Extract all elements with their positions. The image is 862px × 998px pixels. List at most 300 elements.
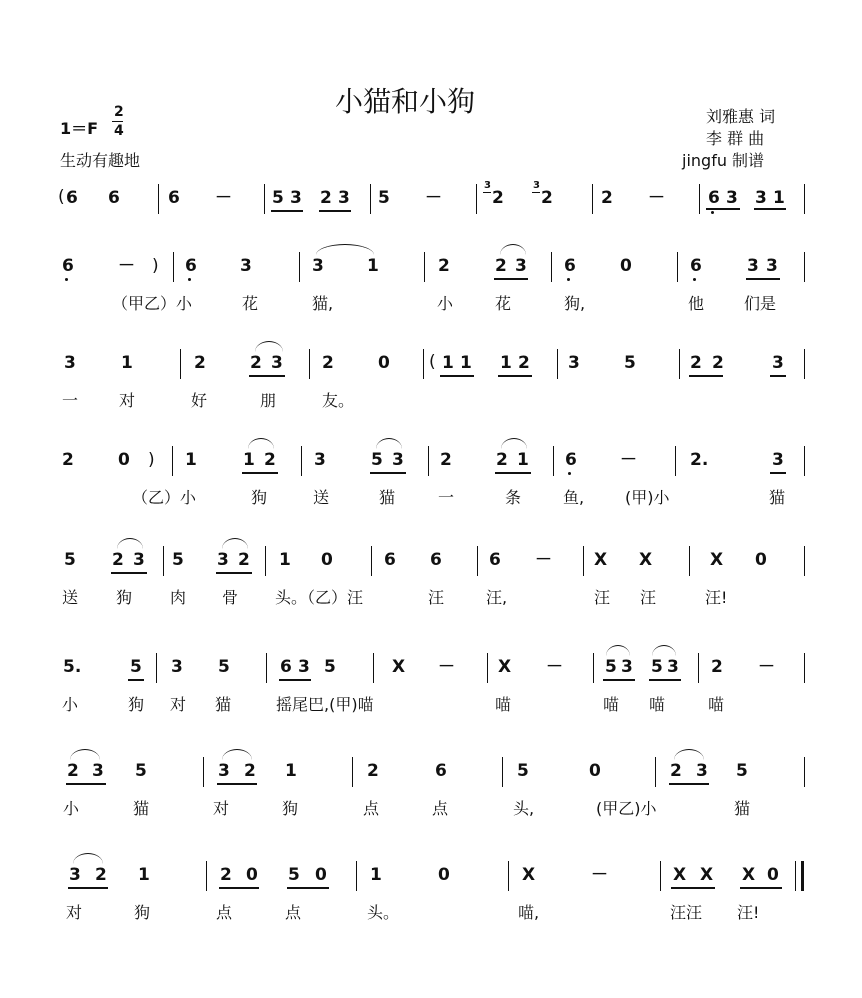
note: 2: [518, 353, 530, 373]
barline: [206, 861, 207, 891]
barline: [424, 252, 425, 282]
underline: [706, 208, 740, 210]
note: 2.: [690, 450, 709, 470]
rest: 0: [321, 550, 333, 570]
slur: [117, 538, 143, 549]
lyric: 汪: [594, 588, 611, 607]
note: 2: [541, 188, 553, 208]
clap: X: [498, 657, 512, 677]
note: 6: [430, 550, 442, 570]
low-octave-dot: [693, 278, 696, 281]
low-octave-dot: [711, 211, 714, 214]
lyric: 鱼,: [563, 488, 585, 507]
rest: 0: [767, 865, 779, 885]
underline: [216, 572, 252, 574]
barline: [203, 757, 204, 787]
slur: [70, 749, 100, 760]
barline: [699, 184, 700, 214]
note: 5: [605, 657, 617, 677]
lyric: 摇尾巴,(甲)喵: [276, 695, 374, 714]
lyric: 猫: [215, 695, 232, 714]
note: 2: [67, 761, 79, 781]
barline: [301, 446, 302, 476]
barline: [551, 252, 552, 282]
underline: [746, 278, 780, 280]
note: 3: [312, 256, 324, 276]
lyric: 狗,: [564, 294, 586, 313]
score-system-8: [0, 861, 862, 951]
lyric: 狗: [128, 695, 145, 714]
barline: [172, 446, 173, 476]
note: 6: [168, 188, 180, 208]
barline: [373, 653, 374, 683]
note: 3: [667, 657, 679, 677]
note: 2: [250, 353, 262, 373]
lyric: 汪!: [705, 588, 728, 607]
clap: X: [522, 865, 536, 885]
lyric: 骨: [222, 588, 239, 607]
underline: [669, 783, 709, 785]
barline: [677, 252, 678, 282]
note: 3: [755, 188, 767, 208]
note: 5: [324, 657, 336, 677]
key-signature: 1＝F: [60, 119, 99, 138]
note: 6: [435, 761, 447, 781]
note: 6: [62, 256, 74, 276]
barline: [266, 653, 267, 683]
clap: X: [742, 865, 756, 885]
note: 6: [185, 256, 197, 276]
note: 1: [442, 353, 454, 373]
lyric: 头。（乙）汪: [275, 588, 364, 607]
clap: X: [710, 550, 724, 570]
lyric: 他: [688, 294, 705, 313]
barline: [675, 446, 676, 476]
note: 3: [133, 550, 145, 570]
dash: －: [215, 188, 232, 208]
engraver-credit: jingfu 制谱: [682, 151, 765, 170]
clap: X: [392, 657, 406, 677]
lyric: 猫: [734, 799, 751, 818]
note: 1: [185, 450, 197, 470]
barline: [476, 184, 477, 214]
time-signature-top: 2: [114, 104, 124, 120]
barline: [158, 184, 159, 214]
lyric: 头,: [513, 799, 535, 818]
note: 5: [736, 761, 748, 781]
rest: 0: [246, 865, 258, 885]
note: 3: [696, 761, 708, 781]
barline: [423, 349, 424, 379]
barline: [804, 184, 805, 214]
lyric: 花: [495, 294, 512, 313]
low-octave-dot: [188, 278, 191, 281]
lyric: 一: [62, 391, 79, 410]
lyric: 汪: [640, 588, 657, 607]
barline: [592, 184, 593, 214]
barline: [679, 349, 680, 379]
note: 2: [367, 761, 379, 781]
underline: [68, 887, 108, 889]
rest: 0: [378, 353, 390, 373]
close-paren: ): [148, 450, 155, 470]
lyric: 猫,: [312, 294, 334, 313]
lyric: 狗: [116, 588, 133, 607]
note: 2: [322, 353, 334, 373]
barline: [487, 653, 488, 683]
underline: [770, 375, 786, 377]
note: 6: [564, 256, 576, 276]
note: 5: [624, 353, 636, 373]
note: 5: [378, 188, 390, 208]
barline: [804, 546, 805, 576]
lyric: 对: [170, 695, 187, 714]
final-barline-thin: [795, 861, 796, 891]
score-system-5: [0, 546, 862, 636]
rest: 0: [589, 761, 601, 781]
lyric: 点: [285, 903, 302, 922]
note: 2: [264, 450, 276, 470]
note: 2: [690, 353, 702, 373]
note: 3: [338, 188, 350, 208]
note: 3: [298, 657, 310, 677]
underline: [754, 208, 786, 210]
underline: [370, 472, 406, 474]
underline: [111, 572, 147, 574]
note: 5: [517, 761, 529, 781]
lyric: 汪汪: [670, 903, 703, 922]
low-octave-dot: [65, 278, 68, 281]
note: 3: [568, 353, 580, 373]
slur: [376, 438, 402, 449]
note: 2: [194, 353, 206, 373]
dash: －: [535, 550, 552, 570]
note: 5: [651, 657, 663, 677]
note: 3: [271, 353, 283, 373]
lyric: （甲乙）小: [112, 294, 193, 313]
note: 2: [601, 188, 613, 208]
rest: 0: [755, 550, 767, 570]
lyric: 花: [242, 294, 259, 313]
note: 3: [64, 353, 76, 373]
note: 2: [670, 761, 682, 781]
lyric: 头。: [367, 903, 400, 922]
lyric: （乙）小: [132, 488, 197, 507]
underline: [740, 887, 782, 889]
underline: [770, 472, 786, 474]
note: 3: [766, 256, 778, 276]
underline: [671, 887, 715, 889]
dash: －: [425, 188, 442, 208]
underline: [689, 375, 723, 377]
lyric: 友。: [322, 391, 355, 410]
barline: [804, 757, 805, 787]
lyric: 条: [505, 488, 522, 507]
note: 2: [496, 450, 508, 470]
slur: [652, 645, 676, 656]
lyric: 小: [63, 799, 80, 818]
barline: [655, 757, 656, 787]
barline: [660, 861, 661, 891]
note: 2: [711, 657, 723, 677]
underline: [271, 210, 303, 212]
composer-credit: 李 群 曲: [706, 129, 765, 148]
underline: [279, 679, 311, 681]
lyric: 猫: [133, 799, 150, 818]
lyric: 对: [66, 903, 83, 922]
note: 3: [92, 761, 104, 781]
underline: [249, 375, 285, 377]
lyric: 一: [438, 488, 455, 507]
lyric: 狗: [251, 488, 268, 507]
dash: －: [648, 188, 665, 208]
barline: [371, 546, 372, 576]
clap: X: [700, 865, 714, 885]
barline: [804, 349, 805, 379]
note: 5: [130, 657, 142, 677]
underline: [603, 679, 635, 681]
score-system-3: [0, 349, 862, 439]
lyric: 汪,: [486, 588, 508, 607]
note: 6: [384, 550, 396, 570]
note: 6: [690, 256, 702, 276]
lyric: 肉: [170, 588, 187, 607]
note: 2: [438, 256, 450, 276]
barline: [557, 349, 558, 379]
note: 2: [244, 761, 256, 781]
barline: [265, 546, 266, 576]
note: 1: [138, 865, 150, 885]
barline: [477, 546, 478, 576]
lyric: 好: [191, 391, 208, 410]
barline: [264, 184, 265, 214]
note: 6: [565, 450, 577, 470]
note: 1: [285, 761, 297, 781]
note: 3: [772, 353, 784, 373]
barline: [553, 446, 554, 476]
dash: －: [118, 256, 135, 276]
underline: [66, 783, 106, 785]
grace-note: 3: [484, 180, 491, 191]
clap: X: [639, 550, 653, 570]
note: 5: [288, 865, 300, 885]
note: 5: [64, 550, 76, 570]
barline: [583, 546, 584, 576]
note: 1: [367, 256, 379, 276]
note: 1: [460, 353, 472, 373]
lyric: 猫: [379, 488, 396, 507]
lyric: 汪!: [737, 903, 760, 922]
rest: 0: [438, 865, 450, 885]
note: 3: [218, 761, 230, 781]
note: 1: [279, 550, 291, 570]
note: 5.: [63, 657, 82, 677]
underline: [219, 887, 259, 889]
barline: [173, 252, 174, 282]
note: 6: [66, 188, 78, 208]
open-paren: (: [429, 352, 436, 372]
barline: [689, 546, 690, 576]
lyricist-credit: 刘雅惠 词: [706, 107, 776, 126]
note: 6: [708, 188, 720, 208]
lyric: 送: [62, 588, 79, 607]
low-octave-dot: [568, 472, 571, 475]
clap: X: [673, 865, 687, 885]
note: 2: [440, 450, 452, 470]
barline: [502, 757, 503, 787]
lyric: 喵: [603, 695, 620, 714]
lyric: 点: [216, 903, 233, 922]
score-system-2: [0, 252, 862, 342]
barline: [508, 861, 509, 891]
underline: [128, 679, 144, 681]
barline: [804, 252, 805, 282]
underline: [494, 278, 528, 280]
note: 3: [515, 256, 527, 276]
lyric: (甲乙)小: [596, 799, 657, 818]
barline: [180, 349, 181, 379]
time-signature-line: [112, 121, 123, 122]
note: 2: [712, 353, 724, 373]
underline: [440, 375, 474, 377]
barline: [356, 861, 357, 891]
lyric: (甲)小: [625, 488, 670, 507]
lyric: 喵: [495, 695, 512, 714]
note: 5: [371, 450, 383, 470]
note: 1: [121, 353, 133, 373]
note: 3: [747, 256, 759, 276]
note: 2: [220, 865, 232, 885]
barline: [163, 546, 164, 576]
note: 2: [320, 188, 332, 208]
close-paren: ): [152, 256, 159, 276]
open-paren: (: [58, 187, 65, 207]
underline: [242, 472, 278, 474]
final-barline-thick: [801, 861, 804, 891]
note: 3: [171, 657, 183, 677]
barline: [309, 349, 310, 379]
rest: 0: [118, 450, 130, 470]
dash: －: [758, 657, 775, 677]
slur: [255, 341, 283, 352]
note: 3: [392, 450, 404, 470]
dash: －: [546, 657, 563, 677]
barline: [804, 446, 805, 476]
lyric: 喵: [649, 695, 666, 714]
note: 2: [238, 550, 250, 570]
clap: X: [594, 550, 608, 570]
note: 6: [489, 550, 501, 570]
underline: [217, 783, 257, 785]
note: 3: [621, 657, 633, 677]
time-signature-bottom: 4: [114, 123, 124, 139]
note: 2: [62, 450, 74, 470]
note: 3: [290, 188, 302, 208]
note: 2: [95, 865, 107, 885]
barline: [428, 446, 429, 476]
barline: [593, 653, 594, 683]
barline: [352, 757, 353, 787]
note: 1: [370, 865, 382, 885]
slur: [501, 438, 527, 449]
note: 3: [772, 450, 784, 470]
lyric: 朋: [260, 391, 277, 410]
lyric: 狗: [134, 903, 151, 922]
score-system-4: [0, 446, 862, 536]
note: 5: [135, 761, 147, 781]
lyric: 狗: [282, 799, 299, 818]
tempo-marking: 生动有趣地: [60, 151, 141, 170]
lyric: 汪: [428, 588, 445, 607]
slur: [222, 538, 248, 549]
note: 5: [218, 657, 230, 677]
lyric: 喵: [708, 695, 725, 714]
underline: [287, 887, 329, 889]
note: 3: [69, 865, 81, 885]
note: 3: [240, 256, 252, 276]
note: 2: [495, 256, 507, 276]
barline: [370, 184, 371, 214]
underline: [319, 210, 351, 212]
note: 5: [172, 550, 184, 570]
rest: 0: [620, 256, 632, 276]
underline: [495, 472, 531, 474]
note: 6: [108, 188, 120, 208]
lyric: 猫: [769, 488, 786, 507]
note: 3: [217, 550, 229, 570]
lyric: 小: [62, 695, 79, 714]
note: 2: [112, 550, 124, 570]
barline: [804, 653, 805, 683]
underline: [649, 679, 681, 681]
page-title: 小猫和小狗: [335, 85, 476, 118]
rest: 0: [315, 865, 327, 885]
grace-line: [483, 192, 491, 193]
dash: －: [620, 450, 637, 470]
score-system-6: [0, 653, 862, 743]
lyric: 点: [432, 799, 449, 818]
note: 3: [314, 450, 326, 470]
note: 1: [773, 188, 785, 208]
note: 3: [726, 188, 738, 208]
dash: －: [591, 865, 608, 885]
note: 5: [272, 188, 284, 208]
lyric: 喵,: [518, 903, 540, 922]
slur: [222, 749, 252, 760]
slur: [674, 749, 704, 760]
grace-note: 3: [533, 180, 540, 191]
dash: －: [438, 657, 455, 677]
score-system-7: [0, 757, 862, 847]
barline: [698, 653, 699, 683]
note: 6: [280, 657, 292, 677]
slur: [73, 853, 103, 864]
note: 1: [243, 450, 255, 470]
lyric: 们是: [744, 294, 777, 313]
note: 1: [500, 353, 512, 373]
lyric: 送: [313, 488, 330, 507]
lyric: 小: [437, 294, 454, 313]
barline: [156, 653, 157, 683]
slur: [248, 438, 274, 449]
lyric: 对: [119, 391, 136, 410]
lyric: 对: [213, 799, 230, 818]
low-octave-dot: [567, 278, 570, 281]
grace-line: [532, 192, 540, 193]
note: 1: [517, 450, 529, 470]
barline: [299, 252, 300, 282]
note: 2: [492, 188, 504, 208]
